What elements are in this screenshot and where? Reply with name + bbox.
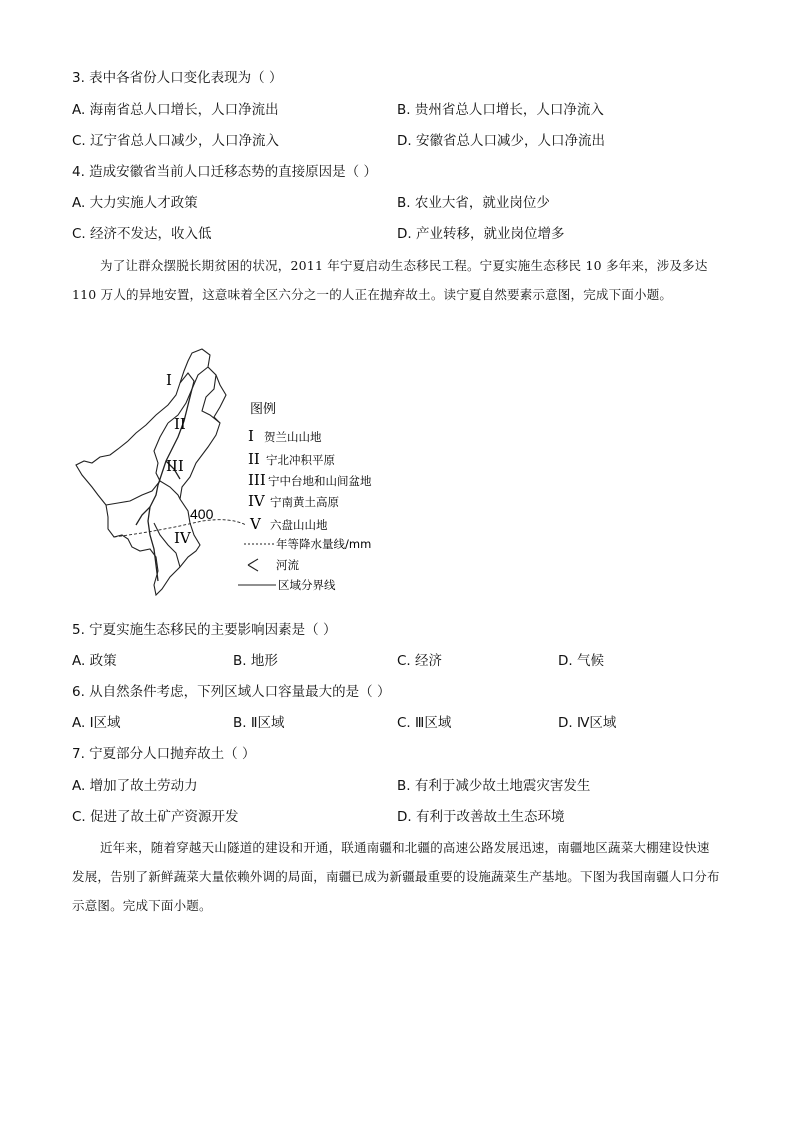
legend-item-iv: 宁南黄土高原 <box>270 495 339 509</box>
legend-title: 图例 <box>250 402 277 417</box>
q6-option-d[interactable]: D. Ⅳ区域 <box>558 715 617 731</box>
q5-option-d[interactable]: D. 气候 <box>558 653 604 669</box>
q3-stem: 3. 表中各省份人口变化表现为（ ） <box>72 70 283 86</box>
q7-option-b[interactable]: B. 有利于减少故土地震灾害发生 <box>397 778 591 794</box>
q6-stem: 6. 从自然条件考虑，下列区域人口容量最大的是（ ） <box>72 684 391 700</box>
region-label-i: I <box>166 371 172 389</box>
q6-option-c[interactable]: C. Ⅲ区域 <box>397 715 452 731</box>
legend-key-i: I <box>248 427 254 445</box>
q3-option-d[interactable]: D. 安徽省总人口减少，人口净流出 <box>397 133 605 149</box>
legend-item-v: 六盘山山地 <box>270 518 328 532</box>
passage-nanjiang: 近年来，随着穿越天山隧道的建设和开通，联通南疆和北疆的高速公路发展迅速，南疆地区蔬菜大棚建设快速发展，告别了新鲜蔬菜大量依赖外调的局面，南疆已成为新疆最重要的设施蔬菜生产基地。下图为我国南疆人口分布示意图。完成下面小题。 <box>72 840 720 913</box>
legend-item-iii: 宁中台地和山间盆地 <box>268 474 372 488</box>
q5-stem: 5. 宁夏实施生态移民的主要影响因素是（ ） <box>72 622 337 638</box>
legend-key-iv: IV <box>248 492 265 510</box>
q7-option-d[interactable]: D. 有利于改善故土生态环境 <box>397 809 565 825</box>
legend-river-icon <box>248 559 258 571</box>
q5-option-c[interactable]: C. 经济 <box>397 653 443 669</box>
region-label-iv: IV <box>174 529 191 547</box>
legend-item-boundary: 区域分界线 <box>278 578 336 592</box>
legend-key-iii: III <box>248 471 266 489</box>
isohyet-label: 400 <box>190 506 214 522</box>
q6-option-b[interactable]: B. Ⅱ区域 <box>233 715 285 731</box>
q5-option-a[interactable]: A. 政策 <box>72 653 117 669</box>
q4-option-a[interactable]: A. 大力实施人才政策 <box>72 195 198 211</box>
legend-item-isohyet: 年等降水量线/mm <box>276 537 372 551</box>
q3-option-a[interactable]: A. 海南省总人口增长，人口净流出 <box>72 102 279 118</box>
q6-option-a[interactable]: A. Ⅰ区域 <box>72 715 121 731</box>
legend-item-river: 河流 <box>276 558 299 572</box>
legend-item-i: 贺兰山山地 <box>264 430 322 444</box>
q4-option-b[interactable]: B. 农业大省，就业岗位少 <box>397 195 550 211</box>
q7-stem: 7. 宁夏部分人口抛弃故土（ ） <box>72 746 256 762</box>
passage-ningxia: 为了让群众摆脱长期贫困的状况，2011 年宁夏启动生态移民工程。宁夏实施生态移民 10 多年来，涉及多达 110 万人的异地安置，这意味着全区六分之一的人正在抛弃故土。读宁夏自然要素示意图，完成下面小题。 <box>72 258 708 302</box>
boundary-iii-iv <box>106 481 160 505</box>
region-label-ii: II <box>174 415 186 433</box>
boundary-ii-east <box>214 375 226 423</box>
ningxia-map <box>70 345 400 600</box>
legend-key-ii: II <box>248 450 260 468</box>
legend-item-ii: 宁北冲积平原 <box>266 453 335 467</box>
region-label-iii: III <box>166 457 184 475</box>
q7-option-c[interactable]: C. 促进了故土矿产资源开发 <box>72 809 239 825</box>
q4-option-c[interactable]: C. 经济不发达，收入低 <box>72 226 212 242</box>
q4-option-d[interactable]: D. 产业转移，就业岗位增多 <box>397 226 565 242</box>
q5-option-b[interactable]: B. 地形 <box>233 653 278 669</box>
q7-option-a[interactable]: A. 增加了故土劳动力 <box>72 778 198 794</box>
legend-key-v: V <box>250 515 261 533</box>
q3-option-c[interactable]: C. 辽宁省总人口减少，人口净流入 <box>72 133 280 149</box>
q3-option-b[interactable]: B. 贵州省总人口增长，人口净流入 <box>397 102 604 118</box>
ningxia-outline <box>76 349 220 595</box>
q4-stem: 4. 造成安徽省当前人口迁移态势的直接原因是（ ） <box>72 164 377 180</box>
